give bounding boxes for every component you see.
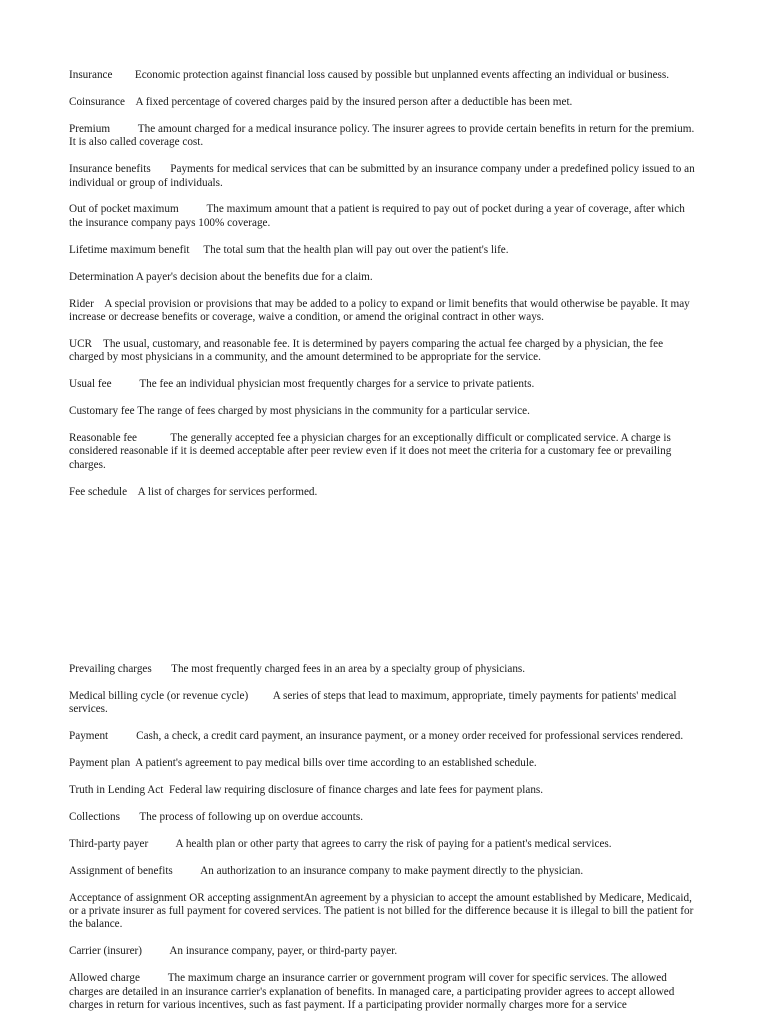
glossary-entry-reasonable-fee: Reasonable fee The generally accepted fee a physician charges for an exceptionally difficult or complicated service. A charge is considered reasonable if it is deemed acceptable after peer review even if it does not meet the criteria for a customary fee or prevailing charges. — [69, 432, 675, 471]
glossary-entry-payment: Payment Cash, a check, a credit card payment, an insurance payment, or a money order received for professional services rendered. — [69, 730, 684, 743]
glossary-entry-premium: Premium The amount charged for a medical insurance policy. The insurer agrees to provide certain benefits in return for the premium. It is also called coverage cost. — [69, 122, 698, 149]
glossary-entry-insurance-benefits: Insurance benefits Payments for medical services that can be submitted by an insurance company under a predefined policy issued to an individual or group of individuals. — [69, 163, 698, 189]
glossary-entry-assignment-of-benefits: Assignment of benefits An authorization to an insurance company to make payment directly to the physician. — [69, 864, 584, 877]
glossary-entry-lifetime-maximum-benefit: Lifetime maximum benefit The total sum that the health plan will pay out over the patient's life. — [69, 243, 509, 256]
glossary-entry-medical-billing-cycle: Medical billing cycle (or revenue cycle) A series of steps that lead to maximum, appropriate, timely payments for patients' medical services. — [69, 689, 680, 716]
glossary-entry-carrier: Carrier (insurer) An insurance company, payer, or third-party payer. — [69, 945, 398, 958]
glossary-entry-determination: Determination A payer's decision about the benefits due for a claim. — [69, 270, 373, 283]
glossary-entry-acceptance-of-assignment: Acceptance of assignment OR accepting assignmentAn agreement by a physician to accept the amount established by Medicare, Medicaid, or a private insurer as full payment for covered services. The patient is not billed for the difference because it is illegal to bill the patient for the balance. — [69, 891, 697, 931]
glossary-entry-coinsurance: Coinsurance A fixed percentage of covered charges paid by the insured person after a deductible has been met. — [69, 95, 573, 108]
glossary-entry-ucr: UCR The usual, customary, and reasonable fee. It is determined by payers comparing the actual fee charged by a physician, the fee charged by most physicians in a community, and the amount determined to be appropriate for the service. — [69, 337, 666, 364]
glossary-entry-out-of-pocket-maximum: Out of pocket maximum The maximum amount that a patient is required to pay out of pocket during a year of coverage, after which the insurance company pays 100% coverage. — [69, 203, 688, 229]
glossary-section-2 — [69, 663, 699, 1026]
glossary-entry-prevailing-charges: Prevailing charges The most frequently charged fees in an area by a specialty group of physicians. — [69, 663, 526, 675]
glossary-entry-rider: Rider A special provision or provisions that may be added to a policy to expand or limit benefits that would otherwise be payable. It may increase or decrease benefits or coverage, waive a condition, or amend the original contract in other ways. — [69, 297, 693, 323]
glossary-entry-fee-schedule: Fee schedule A list of charges for services performed. — [69, 485, 318, 498]
glossary-entry-payment-plan: Payment plan A patient's agreement to pay medical bills over time according to an established schedule. — [69, 757, 537, 770]
glossary-entry-collections: Collections The process of following up on overdue accounts. — [69, 810, 364, 823]
glossary-entry-usual-fee: Usual fee The fee an individual physician most frequently charges for a service to private patients. — [69, 378, 535, 391]
glossary-entry-allowed-charge: Allowed charge The maximum charge an insurance carrier or government program will cover for specific services. The allowed charges are detailed in an insurance carrier's explanation of benefits. In managed care, a participating provider agrees to accept allowed charges in return for various incentives, such as fast payment. If a participating provider normally charges more for a service — [69, 972, 678, 1012]
glossary-entry-third-party-payer: Third-party payer A health plan or other party that agrees to carry the risk of paying for a patient's medical services. — [69, 837, 612, 850]
glossary-section-1 — [69, 69, 699, 513]
glossary-entry-customary-fee: Customary fee The range of fees charged by most physicians in the community for a particular service. — [69, 405, 530, 418]
glossary-entry-insurance: Insurance Economic protection against financial loss caused by possible but unplanned events affecting an individual or business. — [69, 69, 670, 81]
glossary-entry-truth-in-lending-act: Truth in Lending Act Federal law requiring disclosure of finance charges and late fees for payment plans. — [69, 784, 544, 797]
